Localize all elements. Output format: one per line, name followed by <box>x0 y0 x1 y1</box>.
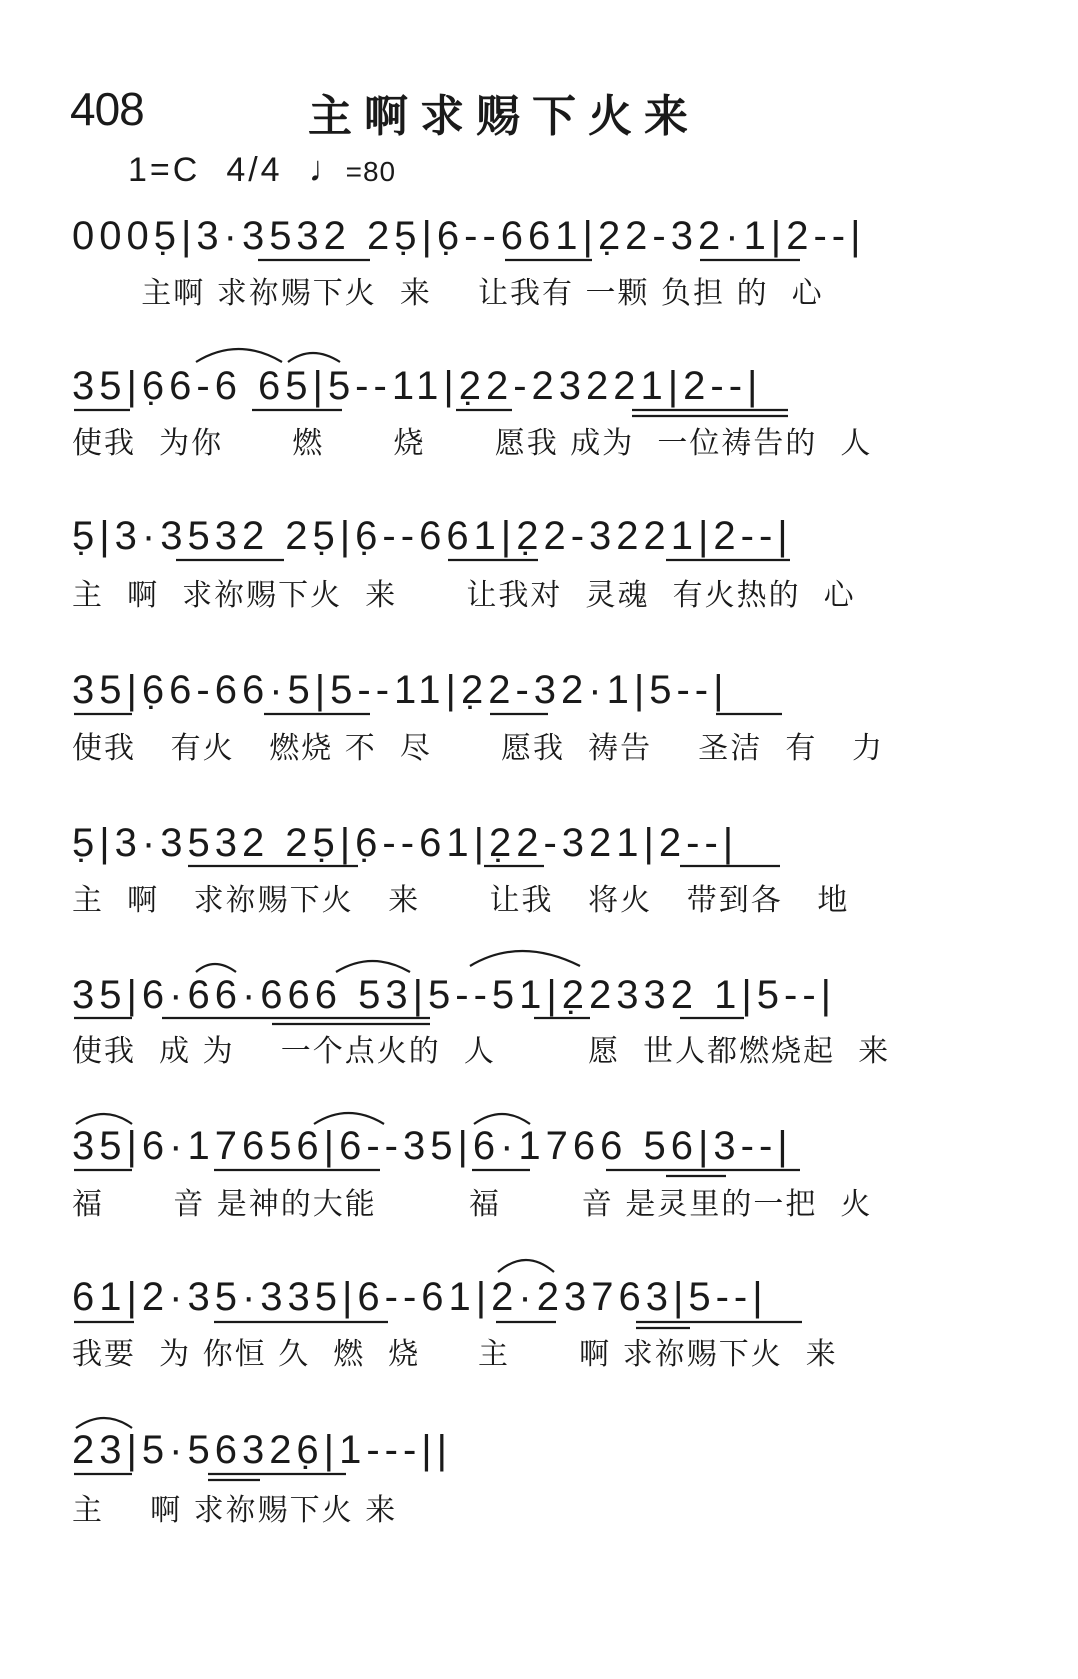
notation-line-4: 35|6̣6-66·5|5--11|2̣2-32·1|5--| <box>72 668 729 712</box>
lyrics-line-8: 我要 为 你恒 久 燃 烧 主 啊 求祢赐下火 来 <box>72 1337 838 1372</box>
notation-line-9: 23|5·56326̣|1---|| <box>72 1428 453 1472</box>
slur <box>498 1260 554 1272</box>
time-signature: 4/4 <box>226 151 283 189</box>
slur <box>196 349 282 362</box>
lyrics-line-1: 主啊 求祢赐下火 来 让我有 一颗 负担 的 心 <box>72 276 824 311</box>
lyrics-line-2: 使我 为你 燃 烧 愿我 成为 一位祷告的 人 <box>72 426 873 461</box>
tempo-marking <box>309 148 397 190</box>
notation-line-2: 35|6̣6-6 65|5--11|2̣2-23221|2--| <box>72 364 763 408</box>
slur <box>76 1114 132 1124</box>
notation-line-6: 35|6·66·666 53|5--51|2̣2332 1|5--| <box>72 973 837 1017</box>
lyrics-line-7: 福 音 是神的大能 福 音 是灵里的一把 火 <box>72 1187 873 1222</box>
notation-line-1: 0005̣|3·3532 25̣|6̣--661|2̣2-32·1|2--| <box>72 214 866 258</box>
lyrics-line-4: 使我 有火 燃烧 不 尽 愿我 祷告 圣洁 有 力 <box>72 731 884 766</box>
notation-line-5: 5̣|3·3532 25̣|6̣--61|2̣2-321|2--| <box>72 821 739 865</box>
slur <box>470 951 580 966</box>
lyrics-line-6: 使我 成 为 一个点火的 人 愿 世人都燃烧起 来 <box>72 1034 891 1069</box>
slur <box>336 961 410 972</box>
notation-line-7: 35|6·17656|6--35|6·1766 56|3--| <box>72 1124 793 1168</box>
slur <box>76 1418 132 1428</box>
slur <box>314 1113 384 1124</box>
slur <box>196 964 236 972</box>
tempo-value: =80 <box>345 156 397 187</box>
hymn-number: 408 <box>70 83 144 135</box>
lyrics-line-5: 主 啊 求祢赐下火 来 让我 将火 带到各 地 <box>72 883 850 918</box>
notation-line-3: 5̣|3·3532 25̣|6̣--661|2̣2-3221|2--| <box>72 514 793 558</box>
lyrics-line-3: 主 啊 求祢赐下火 来 让我对 灵魂 有火热的 心 <box>72 578 856 613</box>
slur <box>474 1114 530 1124</box>
lyrics-line-9: 主 啊 求祢赐下火 来 <box>72 1493 398 1528</box>
key-signature: 1=C <box>128 151 201 189</box>
hymn-title: 主啊求赐下火来 <box>308 91 700 142</box>
key-time-tempo-line <box>128 148 396 190</box>
slur <box>288 353 340 362</box>
notation-line-8: 61|2·35·335|6--61|2·23763|5--| <box>72 1275 768 1319</box>
quarter-note-icon: ♩ <box>308 148 346 189</box>
